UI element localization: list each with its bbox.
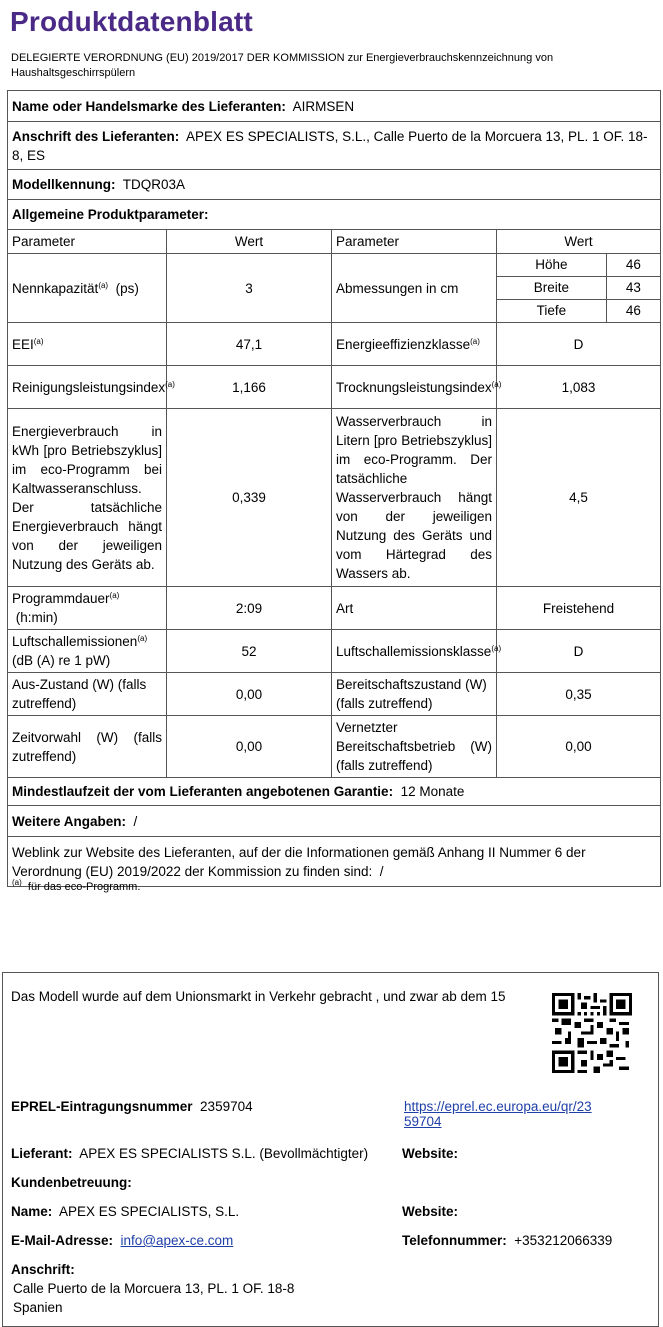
supplier-name-row <box>8 91 661 122</box>
address-line-1: Calle Puerto de la Morcuera 13, PL. 1 OF. 18-8 <box>13 1281 295 1296</box>
off-mode-value: 0,00 <box>167 673 332 716</box>
col-header-parameter-1: Parameter <box>8 230 167 254</box>
energy-consumption-label: Energieverbrauch in kWh [pro Betriebszyklus] im eco-Programm bei Kaltwasseranschluss. Der tatsächliche Energieverbrauch hängt von der jeweiligen Nutzung des Geräts ab. <box>8 409 167 587</box>
model-label: Modellkennung: <box>12 177 116 192</box>
address-line-2: Spanien <box>13 1300 63 1315</box>
weblink-row <box>8 837 661 887</box>
width-value: 43 <box>606 277 660 300</box>
water-consumption-value: 4,5 <box>497 409 661 587</box>
general-params-heading: Allgemeine Produktparameter: <box>8 200 661 230</box>
col-header-value-1: Wert <box>167 230 332 254</box>
weblink-value: / <box>379 863 384 879</box>
drying-label: Trocknungsleistungsindex$^{(a)}$ <box>332 366 497 409</box>
further-info-row <box>8 806 661 837</box>
warranty-value: 12 Monate <box>400 784 465 799</box>
duration-value: 2:09 <box>167 587 332 630</box>
warranty-row <box>8 778 661 806</box>
further-info-value: / <box>133 813 138 829</box>
supplier-website-label: Website: <box>402 1146 459 1161</box>
phone-value: +353212066339 <box>514 1233 613 1248</box>
noise-class-label: Luftschallemissionsklasse$^{(a)}$ <box>332 630 497 673</box>
weblink-label: Weblink zur Website des Lieferanten, auf der die Informationen gemäß Anhang II Nummer 6 der Verordnung (EU) 2019/2022 der Kommission zu finden sind: <box>12 844 586 879</box>
duration-label: Programmdauer$^{(a)}$ (h:min) <box>8 587 167 630</box>
noise-label: Luftschallemissionen$^{(a)}$ (dB (A) re 1 pW) <box>8 630 167 673</box>
height-label: Höhe <box>497 254 606 277</box>
customer-name-line <box>11 1204 239 1219</box>
type-label: Art <box>332 587 497 630</box>
supplier-line <box>11 1146 368 1161</box>
capacity-value: 3 <box>167 254 332 323</box>
delay-start-value: 0,00 <box>167 716 332 778</box>
warranty-label: Mindestlaufzeit der vom Lieferanten angebotenen Garantie: <box>12 784 394 799</box>
cleaning-label: Reinigungsleistungsindex$^{(a)}$ <box>8 366 167 409</box>
name-label: Name: <box>11 1204 53 1219</box>
energy-consumption-value: 0,339 <box>167 409 332 587</box>
height-value: 46 <box>606 254 660 277</box>
supplier-value: APEX ES SPECIALISTS S.L. (Bevollmächtigter) <box>79 1146 369 1161</box>
col-header-parameter-2: Parameter <box>332 230 497 254</box>
networked-standby-label: Vernetzter Bereitschaftsbetrieb (W) (falls zutreffend) <box>332 716 497 778</box>
supplier-address-value: APEX ES SPECIALISTS, S.L., Calle Puerto de la Morcuera 13, PL. 1 OF. 18-8, ES <box>12 128 648 163</box>
eprel-label: EPREL-Eintragungsnummer <box>11 1099 193 1114</box>
width-label: Breite <box>497 277 606 300</box>
drying-value: 1,083 <box>497 366 661 409</box>
supplier-label: Lieferant: <box>11 1146 73 1161</box>
water-consumption-label: Wasserverbrauch in Litern [pro Betriebszyklus] im eco-Programm. Der tatsächliche Wasserverbrauch hängt von der jeweiligen Nutzung des Geräts und vom Härtegrad des Wassers ab. <box>332 409 497 587</box>
supplier-address-row <box>8 122 661 170</box>
off-mode-label: Aus-Zustand (W) (falls zutreffend) <box>8 673 167 716</box>
eei-value: 47,1 <box>167 323 332 366</box>
name-value: APEX ES SPECIALISTS, S.L. <box>59 1204 240 1219</box>
col-header-value-2: Wert <box>497 230 661 254</box>
dimensions-label: Abmessungen in cm <box>332 254 497 323</box>
energy-class-label: Energieeffizienzklasse$^{(a)}$ <box>332 323 497 366</box>
dimensions-values <box>497 254 661 323</box>
eprel-number: 2359704 <box>200 1099 253 1114</box>
page-title: Produktdatenblatt <box>10 6 253 37</box>
market-placement-text: Das Modell wurde auf dem Unionsmarkt in Verkehr gebracht , und zwar ab dem 15 <box>11 989 506 1004</box>
eprel-url-link[interactable]: https://eprel.ec.europa.eu/qr/23 59704 <box>404 1099 592 1129</box>
email-label: E-Mail-Adresse: <box>11 1233 114 1248</box>
type-value: Freistehend <box>497 587 661 630</box>
eprel-registration <box>11 1099 253 1114</box>
qr-code-icon[interactable] <box>552 993 632 1073</box>
footnote: $^{(a)}$ für das eco-Programm. <box>12 878 141 893</box>
customer-website-label: Website: <box>402 1204 459 1219</box>
cleaning-value: 1,166 <box>167 366 332 409</box>
address-label: Anschrift: <box>11 1262 75 1277</box>
standby-value: 0,35 <box>497 673 661 716</box>
email-link[interactable]: info@apex-ce.com <box>120 1233 234 1248</box>
model-value: TDQR03A <box>122 177 186 192</box>
phone-line <box>402 1233 612 1248</box>
standby-label: Bereitschaftszustand (W) (falls zutreffend) <box>332 673 497 716</box>
phone-label: Telefonnummer: <box>402 1233 507 1248</box>
regulation-subtitle: DELEGIERTE VERORDNUNG (EU) 2019/2017 DER KOMMISSION zur Energieverbrauchskennzeichnung von Haushaltsgeschirrspülern <box>11 52 554 79</box>
noise-value: 52 <box>167 630 332 673</box>
depth-label: Tiefe <box>497 300 606 323</box>
supplier-address-label: Anschrift des Lieferanten: <box>12 128 180 144</box>
supplier-name-value: AIRMSEN <box>292 98 355 114</box>
email-line <box>11 1233 233 1248</box>
noise-class-value: D <box>497 630 661 673</box>
energy-class-value: D <box>497 323 661 366</box>
networked-standby-value: 0,00 <box>497 716 661 778</box>
eprel-info-box <box>2 972 659 1327</box>
supplier-name-label: Name oder Handelsmarke des Lieferanten: <box>12 98 286 114</box>
delay-start-label: Zeitvorwahl (W) (falls zutreffend) <box>8 716 167 778</box>
capacity-label: Nennkapazität$^{(a)}$ (ps) <box>8 254 167 323</box>
depth-value: 46 <box>625 303 641 318</box>
customer-service-label: Kundenbetreuung: <box>11 1175 132 1190</box>
further-info-label: Weitere Angaben: <box>12 813 127 829</box>
product-data-table <box>7 90 661 887</box>
model-row <box>8 170 661 200</box>
eei-label: EEI$^{(a)}$ <box>8 323 167 366</box>
